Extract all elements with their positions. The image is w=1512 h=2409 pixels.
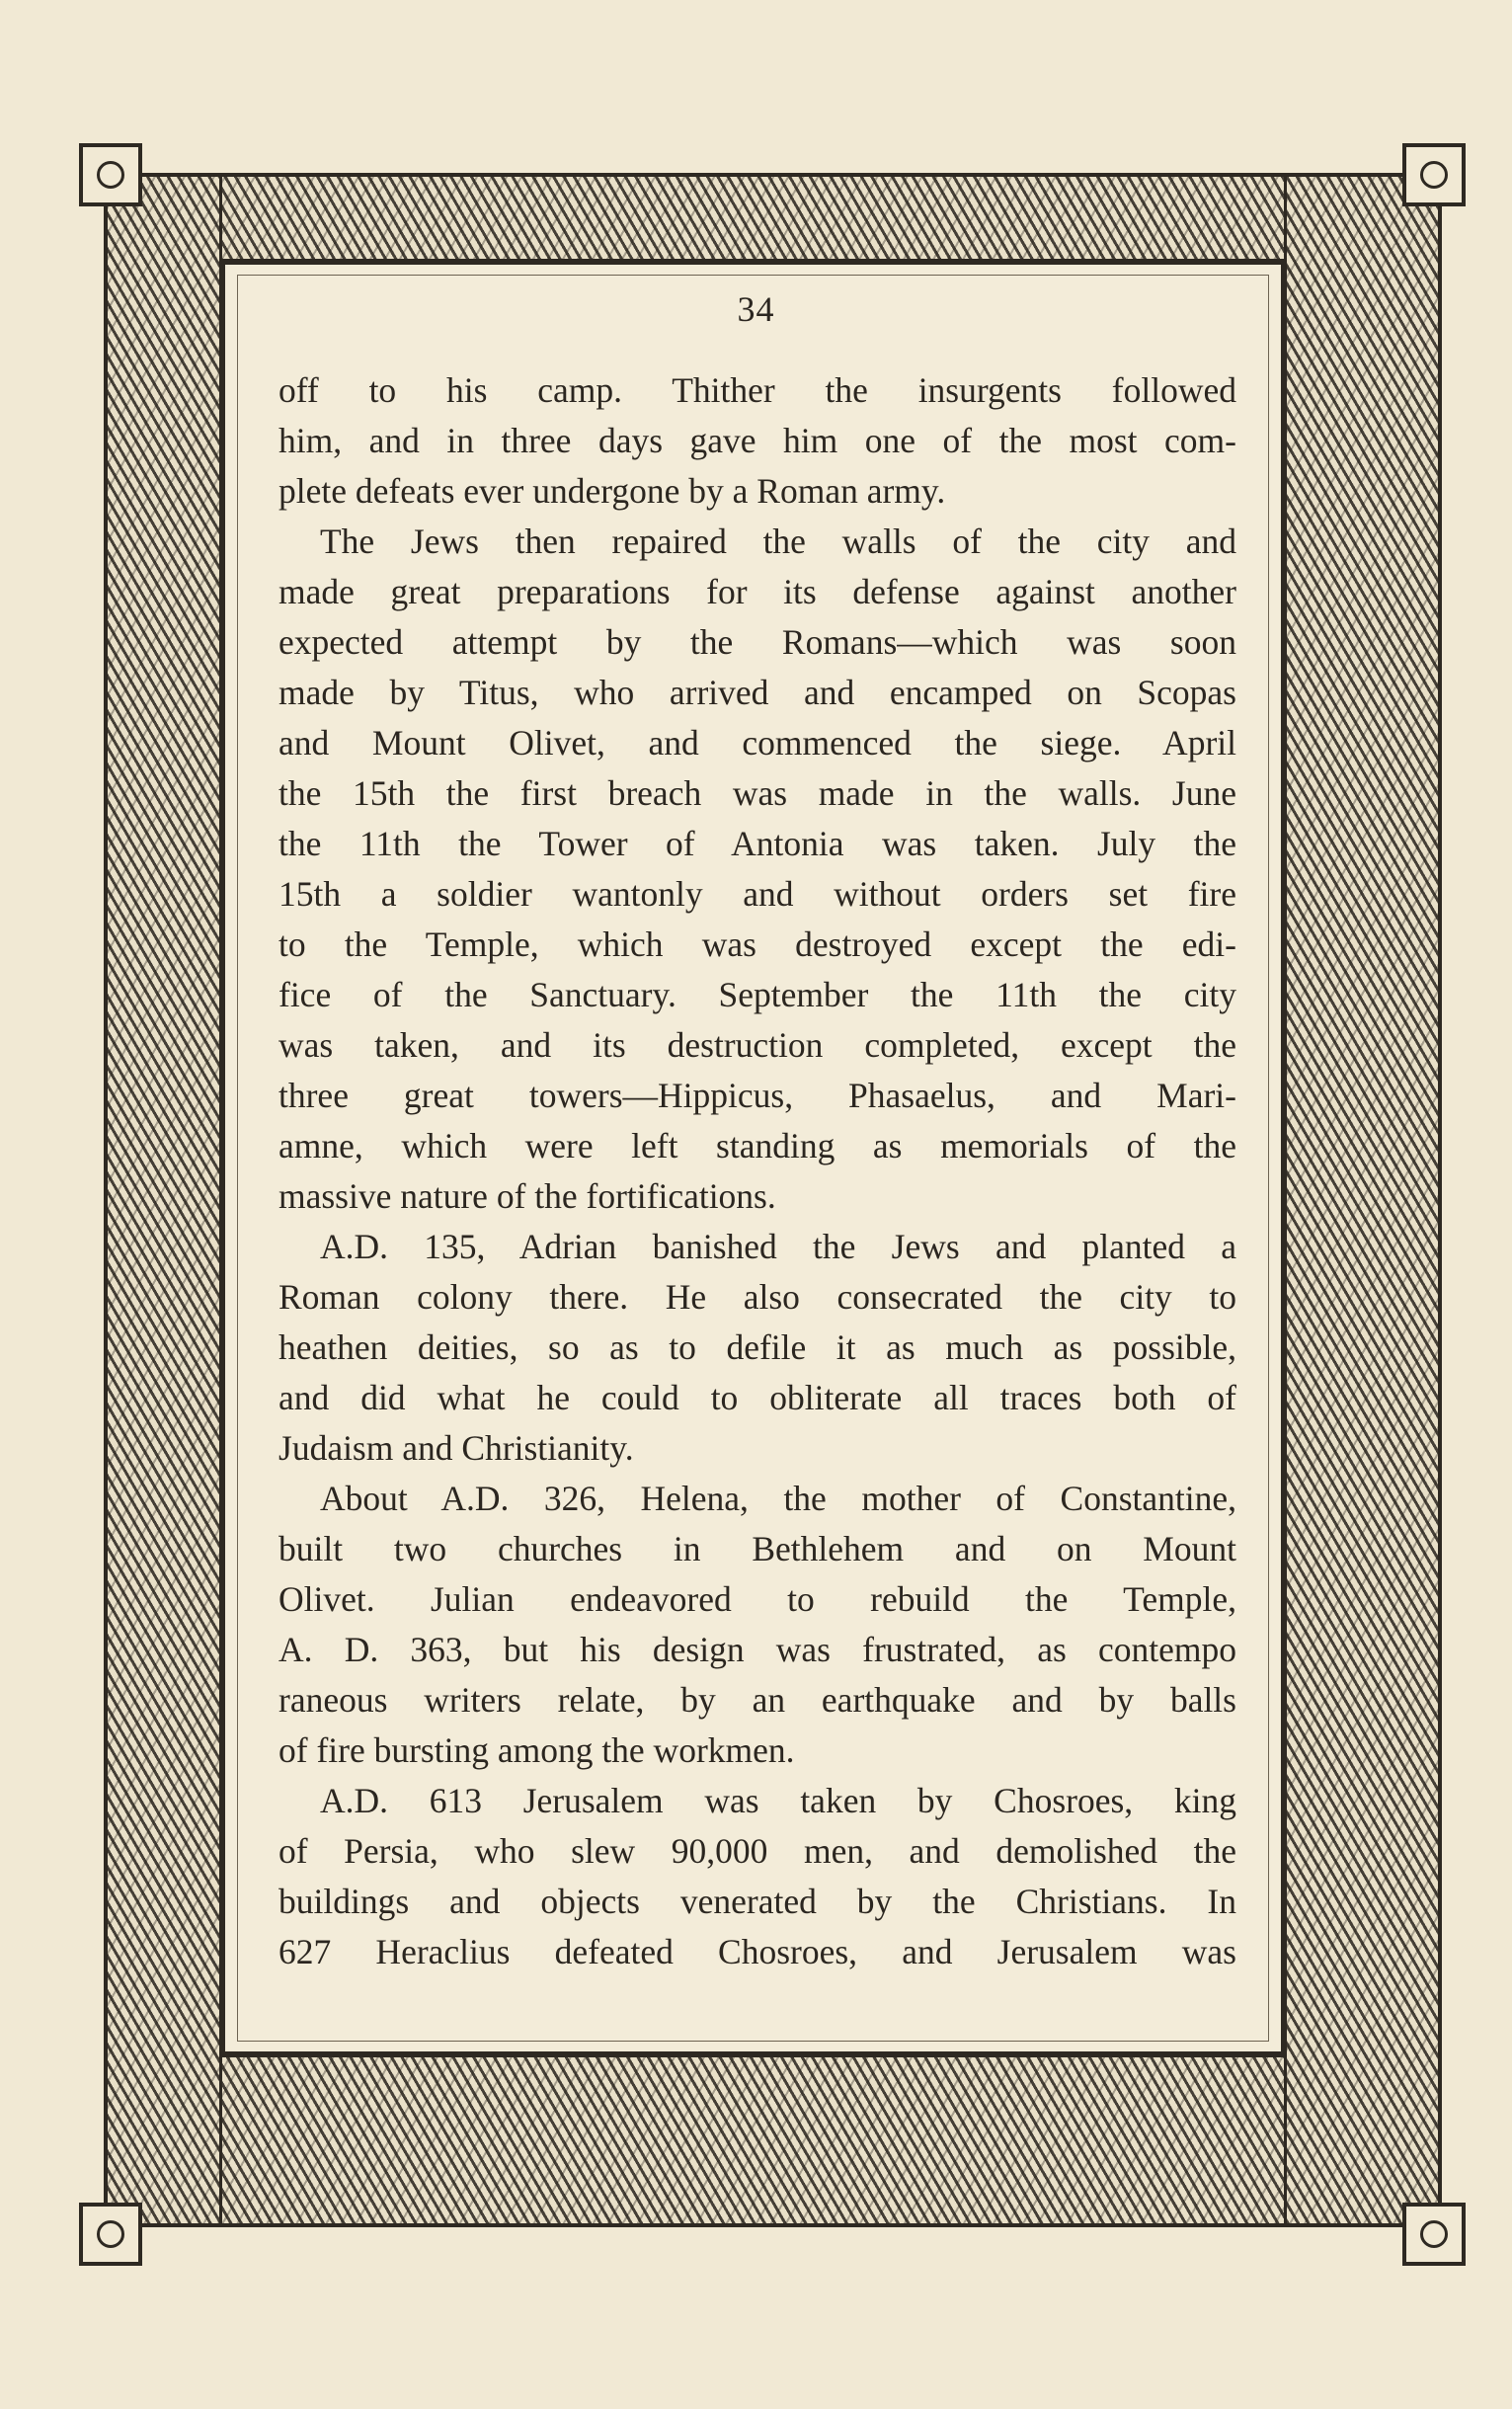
text-line: amne, which were left standing as memorials of the: [279, 1126, 1236, 1165]
text-line: the 15th the first breach was made in the walls. June: [279, 773, 1236, 813]
text-line: and Mount Olivet, and commenced the siege. April: [279, 723, 1236, 763]
text-line: A. D. 363, but his design was frustrated, as contempo: [279, 1630, 1236, 1669]
text-line: The Jews then repaired the walls of the city and: [320, 522, 1236, 561]
text-line: massive nature of the fortifications.: [279, 1176, 776, 1216]
text-line: fice of the Sanctuary. September the 11th the city: [279, 975, 1236, 1014]
text-line: raneous writers relate, by an earthquake and by balls: [279, 1680, 1236, 1720]
text-line: Judaism and Christianity.: [279, 1428, 634, 1468]
text-line: About A.D. 326, Helena, the mother of Constantine,: [320, 1479, 1236, 1518]
text-line: built two churches in Bethlehem and on Mount: [279, 1529, 1236, 1568]
text-line: 15th a soldier wantonly and without orders set fire: [279, 874, 1236, 914]
text-line: of Persia, who slew 90,000 men, and demolished the: [279, 1831, 1236, 1871]
text-line: A.D. 135, Adrian banished the Jews and planted a: [320, 1227, 1236, 1266]
page-number: 34: [737, 289, 775, 329]
text-line: plete defeats ever undergone by a Roman army.: [279, 471, 946, 511]
text-line: of fire bursting among the workmen.: [279, 1730, 795, 1770]
text-line: him, and in three days gave him one of the most com-: [279, 421, 1236, 460]
corner-ornament-top-left: [79, 143, 142, 206]
corner-ornament-bottom-right: [1402, 2203, 1466, 2266]
body-text: [279, 365, 1236, 1977]
text-line: was taken, and its destruction completed, except the: [279, 1025, 1236, 1065]
text-line: off to his camp. Thither the insurgents followed: [279, 370, 1236, 410]
text-line: made by Titus, who arrived and encamped on Scopas: [279, 673, 1236, 712]
text-line: to the Temple, which was destroyed except the edi-: [279, 924, 1236, 964]
text-line: Olivet. Julian endeavored to rebuild the Temple,: [279, 1579, 1236, 1619]
corner-ornament-top-right: [1402, 143, 1466, 206]
text-line: 627 Heraclius defeated Chosroes, and Jerusalem was: [279, 1932, 1236, 1971]
text-line: expected attempt by the Romans—which was soon: [279, 622, 1236, 662]
text-line: three great towers—Hippicus, Phasaelus, and Mari-: [279, 1076, 1236, 1115]
text-line: buildings and objects venerated by the Christians. In: [279, 1882, 1236, 1921]
text-line: made great preparations for its defense against another: [279, 572, 1236, 611]
text-line: and did what he could to obliterate all traces both of: [279, 1378, 1236, 1417]
text-line: heathen deities, so as to defile it as much as possible,: [279, 1327, 1236, 1367]
text-line: Roman colony there. He also consecrated the city to: [279, 1277, 1236, 1317]
corner-ornament-bottom-left: [79, 2203, 142, 2266]
text-line: A.D. 613 Jerusalem was taken by Chosroes, king: [320, 1781, 1236, 1820]
text-line: the 11th the Tower of Antonia was taken. July the: [279, 824, 1236, 863]
